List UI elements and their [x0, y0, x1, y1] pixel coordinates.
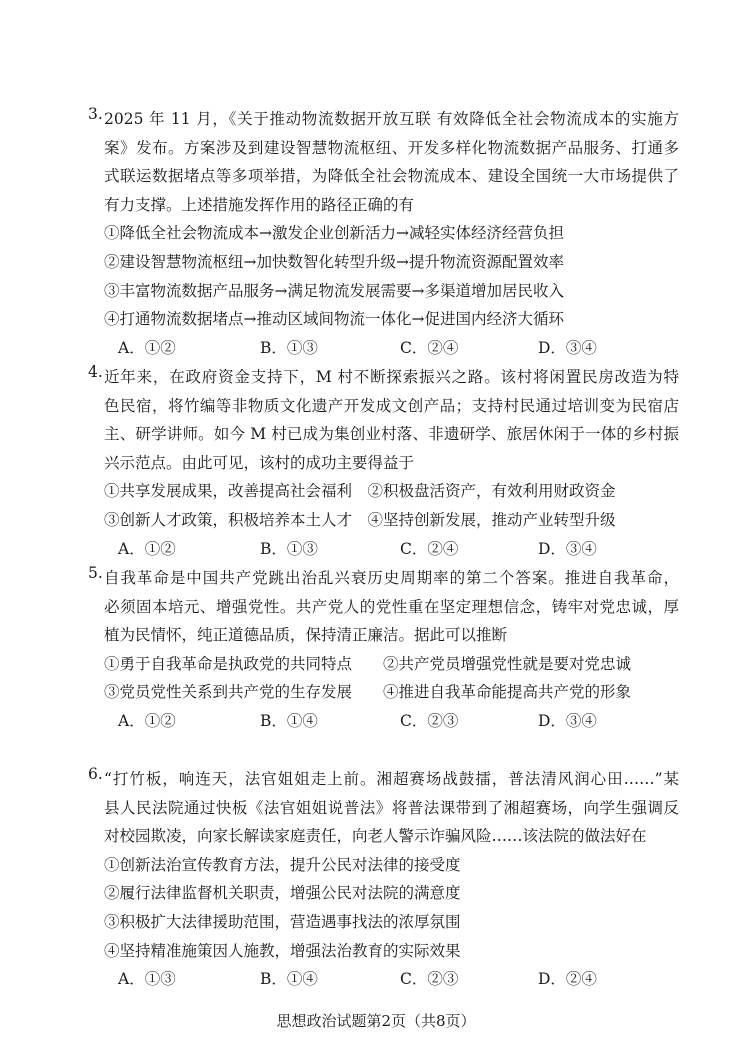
- question-stem-line: 主、研学讲师。如今 M 村已成为集创业村落、非遗研学、旅居休闲于一体的乡村振: [104, 425, 679, 444]
- choice-a: A．①②: [118, 539, 176, 558]
- question-number: 5.: [88, 564, 103, 582]
- statement-item: ④坚持精准施策因人施教，增强法治教育的实际效果: [104, 941, 461, 960]
- question-stem-line: 2025 年 11 月，《关于推动物流数据开放互联 有效降低全社会物流成本的实施方: [104, 110, 679, 128]
- statement-item: ④打通物流数据堵点→推动区域间物流一体化→促进国内经济大循环: [104, 310, 564, 329]
- question-5: [88, 564, 679, 736]
- question-6: [88, 765, 679, 994]
- question-stem-line: 植为民情怀，纯正道德品质，保持清正廉洁。据此可以推断: [104, 626, 508, 645]
- question-stem-line: 式联运数据堵点等多项举措，为降低全社会物流成本、建设全国统一大市场提供了: [104, 167, 679, 186]
- statement-item: ③丰富物流数据产品服务→满足物流发展需要→多渠道增加居民收入: [104, 281, 564, 300]
- question-number: 3.: [88, 105, 103, 123]
- choice-a: A．①②: [118, 711, 176, 730]
- choice-d: D．③④: [538, 338, 597, 357]
- question-stem-line: 色民宿，将竹编等非物质文化遗产开发成文创产品；支持村民通过培训变为民宿店: [104, 396, 679, 415]
- choice-a: A．①③: [118, 970, 176, 989]
- question-stem-line: 必须固本培元、增强党性。共产党人的党性重在坚定理想信念，铸牢对党忠诚，厚: [104, 597, 679, 616]
- answer-choices: [104, 535, 679, 564]
- statement-item: ③创新人才政策，积极培养本土人才 ④坚持创新发展，推动产业转型升级: [104, 510, 616, 529]
- question-stem-line: 有力支撑。上述措施发挥作用的路径正确的有: [104, 195, 415, 214]
- choice-d: D．②④: [538, 970, 597, 989]
- question-stem-line: 自我革命是中国共产党跳出治乱兴衰历史周期率的第二个答案。推进自我革命，: [104, 569, 679, 587]
- choice-d: D．③④: [538, 539, 597, 558]
- question-stem-line: 案》发布。方案涉及到建设智慧物流枢纽、开发多样化物流数据产品服务、打通多: [104, 138, 679, 157]
- choice-b: B．①④: [260, 711, 318, 730]
- answer-choices: [104, 965, 679, 994]
- statement-item: ①勇于自我革命是执政党的共同特点 ②共产党员增强党性就是要对党忠诚: [104, 654, 632, 673]
- question-number: 4.: [88, 363, 103, 381]
- statement-item: ①创新法治宣传教育方法，提升公民对法律的接受度: [104, 855, 461, 874]
- question-stem-line: 近年来，在政府资金支持下，M 村不断探索振兴之路。该村将闲置民房改造为特: [104, 368, 679, 386]
- choice-d: D．③④: [538, 711, 597, 730]
- statement-item: ①降低全社会物流成本→激发企业创新活力→减轻实体经济经营负担: [104, 224, 564, 243]
- statement-item: ②建设智慧物流枢纽→加快数智化转型升级→提升物流资源配置效率: [104, 252, 564, 271]
- question-4: [88, 363, 679, 563]
- answer-choices: [104, 707, 679, 736]
- question-number: 6.: [88, 765, 103, 783]
- answer-choices: [104, 334, 679, 363]
- choice-c: C．②④: [400, 539, 459, 558]
- statement-item: ①共享发展成果，改善提高社会福利 ②积极盘活资产，有效利用财政资金: [104, 482, 616, 501]
- question-stem-line: 对校园欺凌，向家长解读家庭责任，向老人警示诈骗风险……该法院的做法好在: [104, 827, 647, 846]
- question-3: [88, 105, 679, 362]
- choice-a: A．①②: [118, 338, 176, 357]
- question-stem-line: 县人民法院通过快板《法官姐姐说普法》将普法课带到了湘超赛场，向学生强调反: [104, 798, 679, 817]
- choice-b: B．①④: [260, 970, 318, 989]
- choice-b: B．①③: [260, 338, 318, 357]
- choice-b: B．①③: [260, 539, 318, 558]
- page-footer: 思想政治试题第2页（共8页）: [276, 1012, 476, 1030]
- statement-item: ②履行法律监督机关职责，增强公民对法院的满意度: [104, 884, 461, 903]
- choice-c: C．②③: [400, 970, 459, 989]
- choice-c: C．②④: [400, 338, 459, 357]
- statement-item: ③党员党性关系到共产党的生存发展 ④推进自我革命能提高共产党的形象: [104, 683, 632, 702]
- choice-c: C．②③: [400, 711, 459, 730]
- question-stem-line: 兴示范点。由此可见，该村的成功主要得益于: [104, 453, 415, 472]
- statement-item: ③积极扩大法律援助范围，营造遇事找法的浓厚氛围: [104, 912, 461, 931]
- question-stem-line: “打竹板，响连天，法官姐姐走上前。湘超赛场战鼓擂，普法清风润心田……”某: [104, 770, 679, 788]
